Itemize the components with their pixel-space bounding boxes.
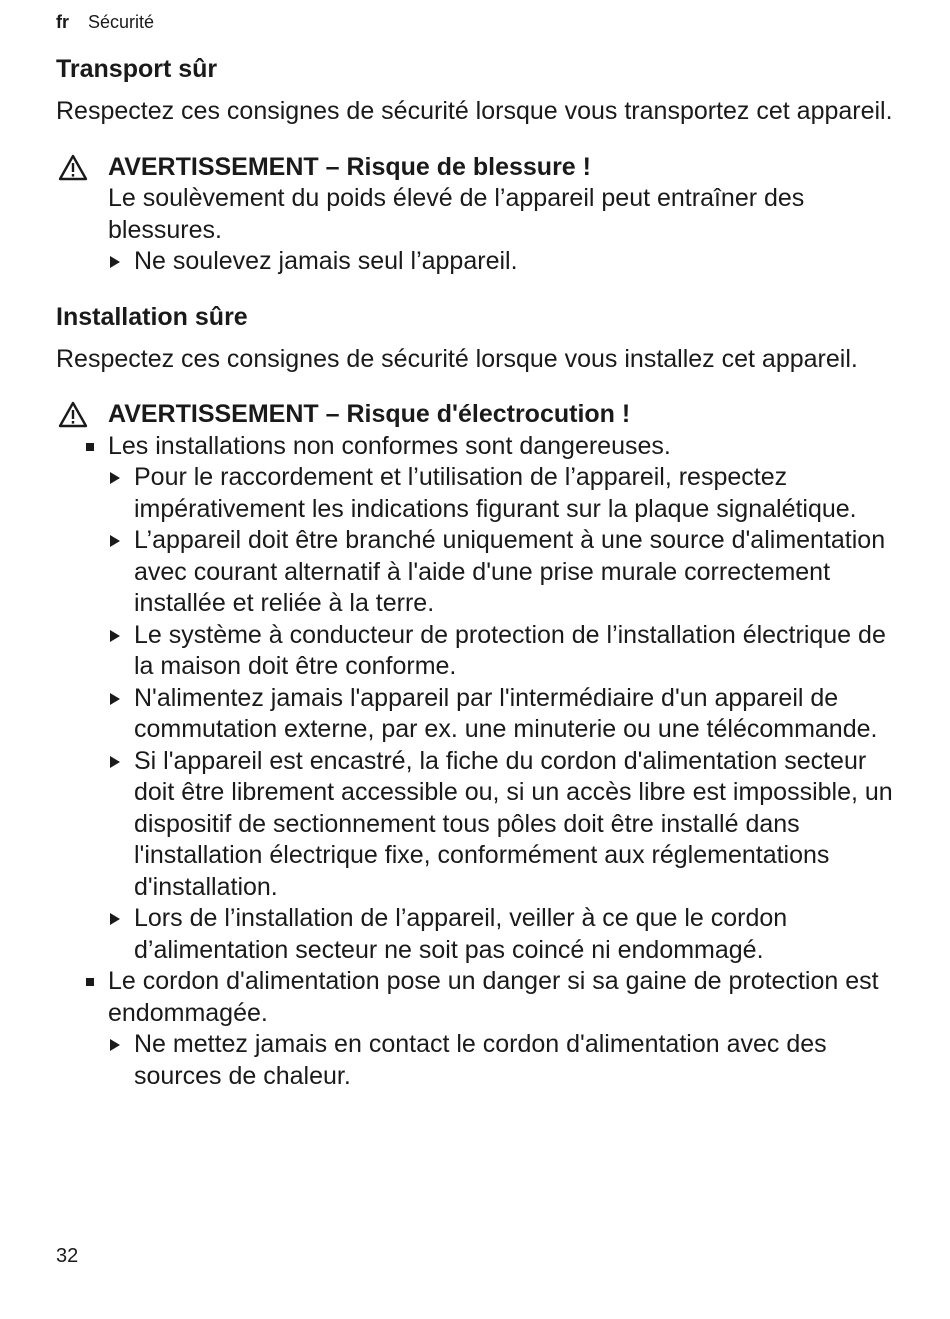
instruction-step: Pour le raccordement et l’utilisation de l’appareil, respectez impérativement les indications figurant sur la plaque signalétique. <box>108 462 896 525</box>
transport-intro: Respectez ces consignes de sécurité lorsque vous transportez cet appareil. <box>56 97 893 125</box>
arrow-right-icon <box>110 1039 120 1051</box>
arrow-right-icon <box>110 913 120 925</box>
arrow-right-icon <box>110 535 120 547</box>
arrow-right-icon <box>110 756 120 768</box>
instruction-step: L’appareil doit être branché uniquement à une source d'alimentation avec courant alternatif à l'aide d'une prise murale correctement installée et reliée à la terre. <box>108 525 896 620</box>
list-item: Le cordon d'alimentation pose un danger si sa gaine de protection est endommagée. Ne mettez jamais en contact le cordon d'alimentation avec des sources de chaleur. <box>56 966 896 1092</box>
transport-title: Transport sûr <box>56 55 218 83</box>
bullet-square-icon <box>86 443 94 451</box>
arrow-right-icon <box>110 693 120 705</box>
instruction-step: N'alimentez jamais l'appareil par l'intermédiaire d'un appareil de commutation externe, par ex. une minuterie ou une télécommande. <box>108 683 896 746</box>
instruction-step: Ne soulevez jamais seul l’appareil. <box>108 246 896 278</box>
page-header <box>56 10 154 34</box>
arrow-right-icon <box>110 256 120 268</box>
installation-warning-title: AVERTISSEMENT – Risque d'électrocution ! <box>108 400 631 428</box>
instruction-step: Le système à conducteur de protection de l’installation électrique de la maison doit être conforme. <box>108 620 896 683</box>
installation-section <box>56 300 896 1093</box>
page-number: 32 <box>56 1245 79 1267</box>
arrow-right-icon <box>110 630 120 642</box>
installation-title: Installation sûre <box>56 302 248 331</box>
language-code: fr <box>56 12 69 32</box>
list-item: Les installations non conformes sont dangereuses. Pour le raccordement et l’utilisation de l’appareil, respectez impérativement les indications figurant sur la plaque signalétique. L’appareil doit être branché uniquement à une source d'alimentation avec courant alternatif à l'aide d'une prise murale correctement installée et reliée à la terre. Le système à conducteur de protection de l’installation électrique de la maison doit être conforme. N'alimentez jamais l'appareil par l'intermédiaire d'un appareil de commutation externe, par ex. une minuterie ou une télécommande. Si l'appareil est encastré, la fiche du cordon d'alimentation secteur doit être librement accessible ou, si un accès libre est impossible, un dispositif de sectionnement tous pôles doit être installé dans l'installation électrique fixe, conformément aux réglementations d'installation. Lors de l’installation de l’appareil, veiller à ce que le cordon d’alimentation secteur ne soit pas coincé ni endommagé. <box>56 431 896 967</box>
instruction-step: Si l'appareil est encastré, la fiche du cordon d'alimentation secteur doit être librement accessible ou, si un accès libre est impossible, un dispositif de sectionnement tous pôles doit être installé dans l'installation électrique fixe, conformément aux réglementations d'installation. <box>108 746 896 904</box>
warning-triangle-icon <box>58 401 88 428</box>
section-name: Sécurité <box>88 12 155 32</box>
warning-triangle-icon <box>58 154 88 181</box>
installation-intro: Respectez ces consignes de sécurité lorsque vous installez cet appareil. <box>56 344 858 373</box>
transport-warning-body: Le soulèvement du poids élevé de l’appareil peut entraîner des blessures. <box>108 184 805 244</box>
transport-section <box>56 52 896 278</box>
installation-warning <box>56 399 896 1092</box>
page-content <box>56 52 896 1092</box>
instruction-step: Ne mettez jamais en contact le cordon d'alimentation avec des sources de chaleur. <box>108 1029 896 1092</box>
instruction-step: Lors de l’installation de l’appareil, veiller à ce que le cordon d’alimentation secteur ne soit pas coincé ni endommagé. <box>108 903 896 966</box>
arrow-right-icon <box>110 472 120 484</box>
transport-warning <box>56 152 896 278</box>
bullet-square-icon <box>86 978 94 986</box>
transport-warning-title: AVERTISSEMENT – Risque de blessure ! <box>108 152 591 181</box>
